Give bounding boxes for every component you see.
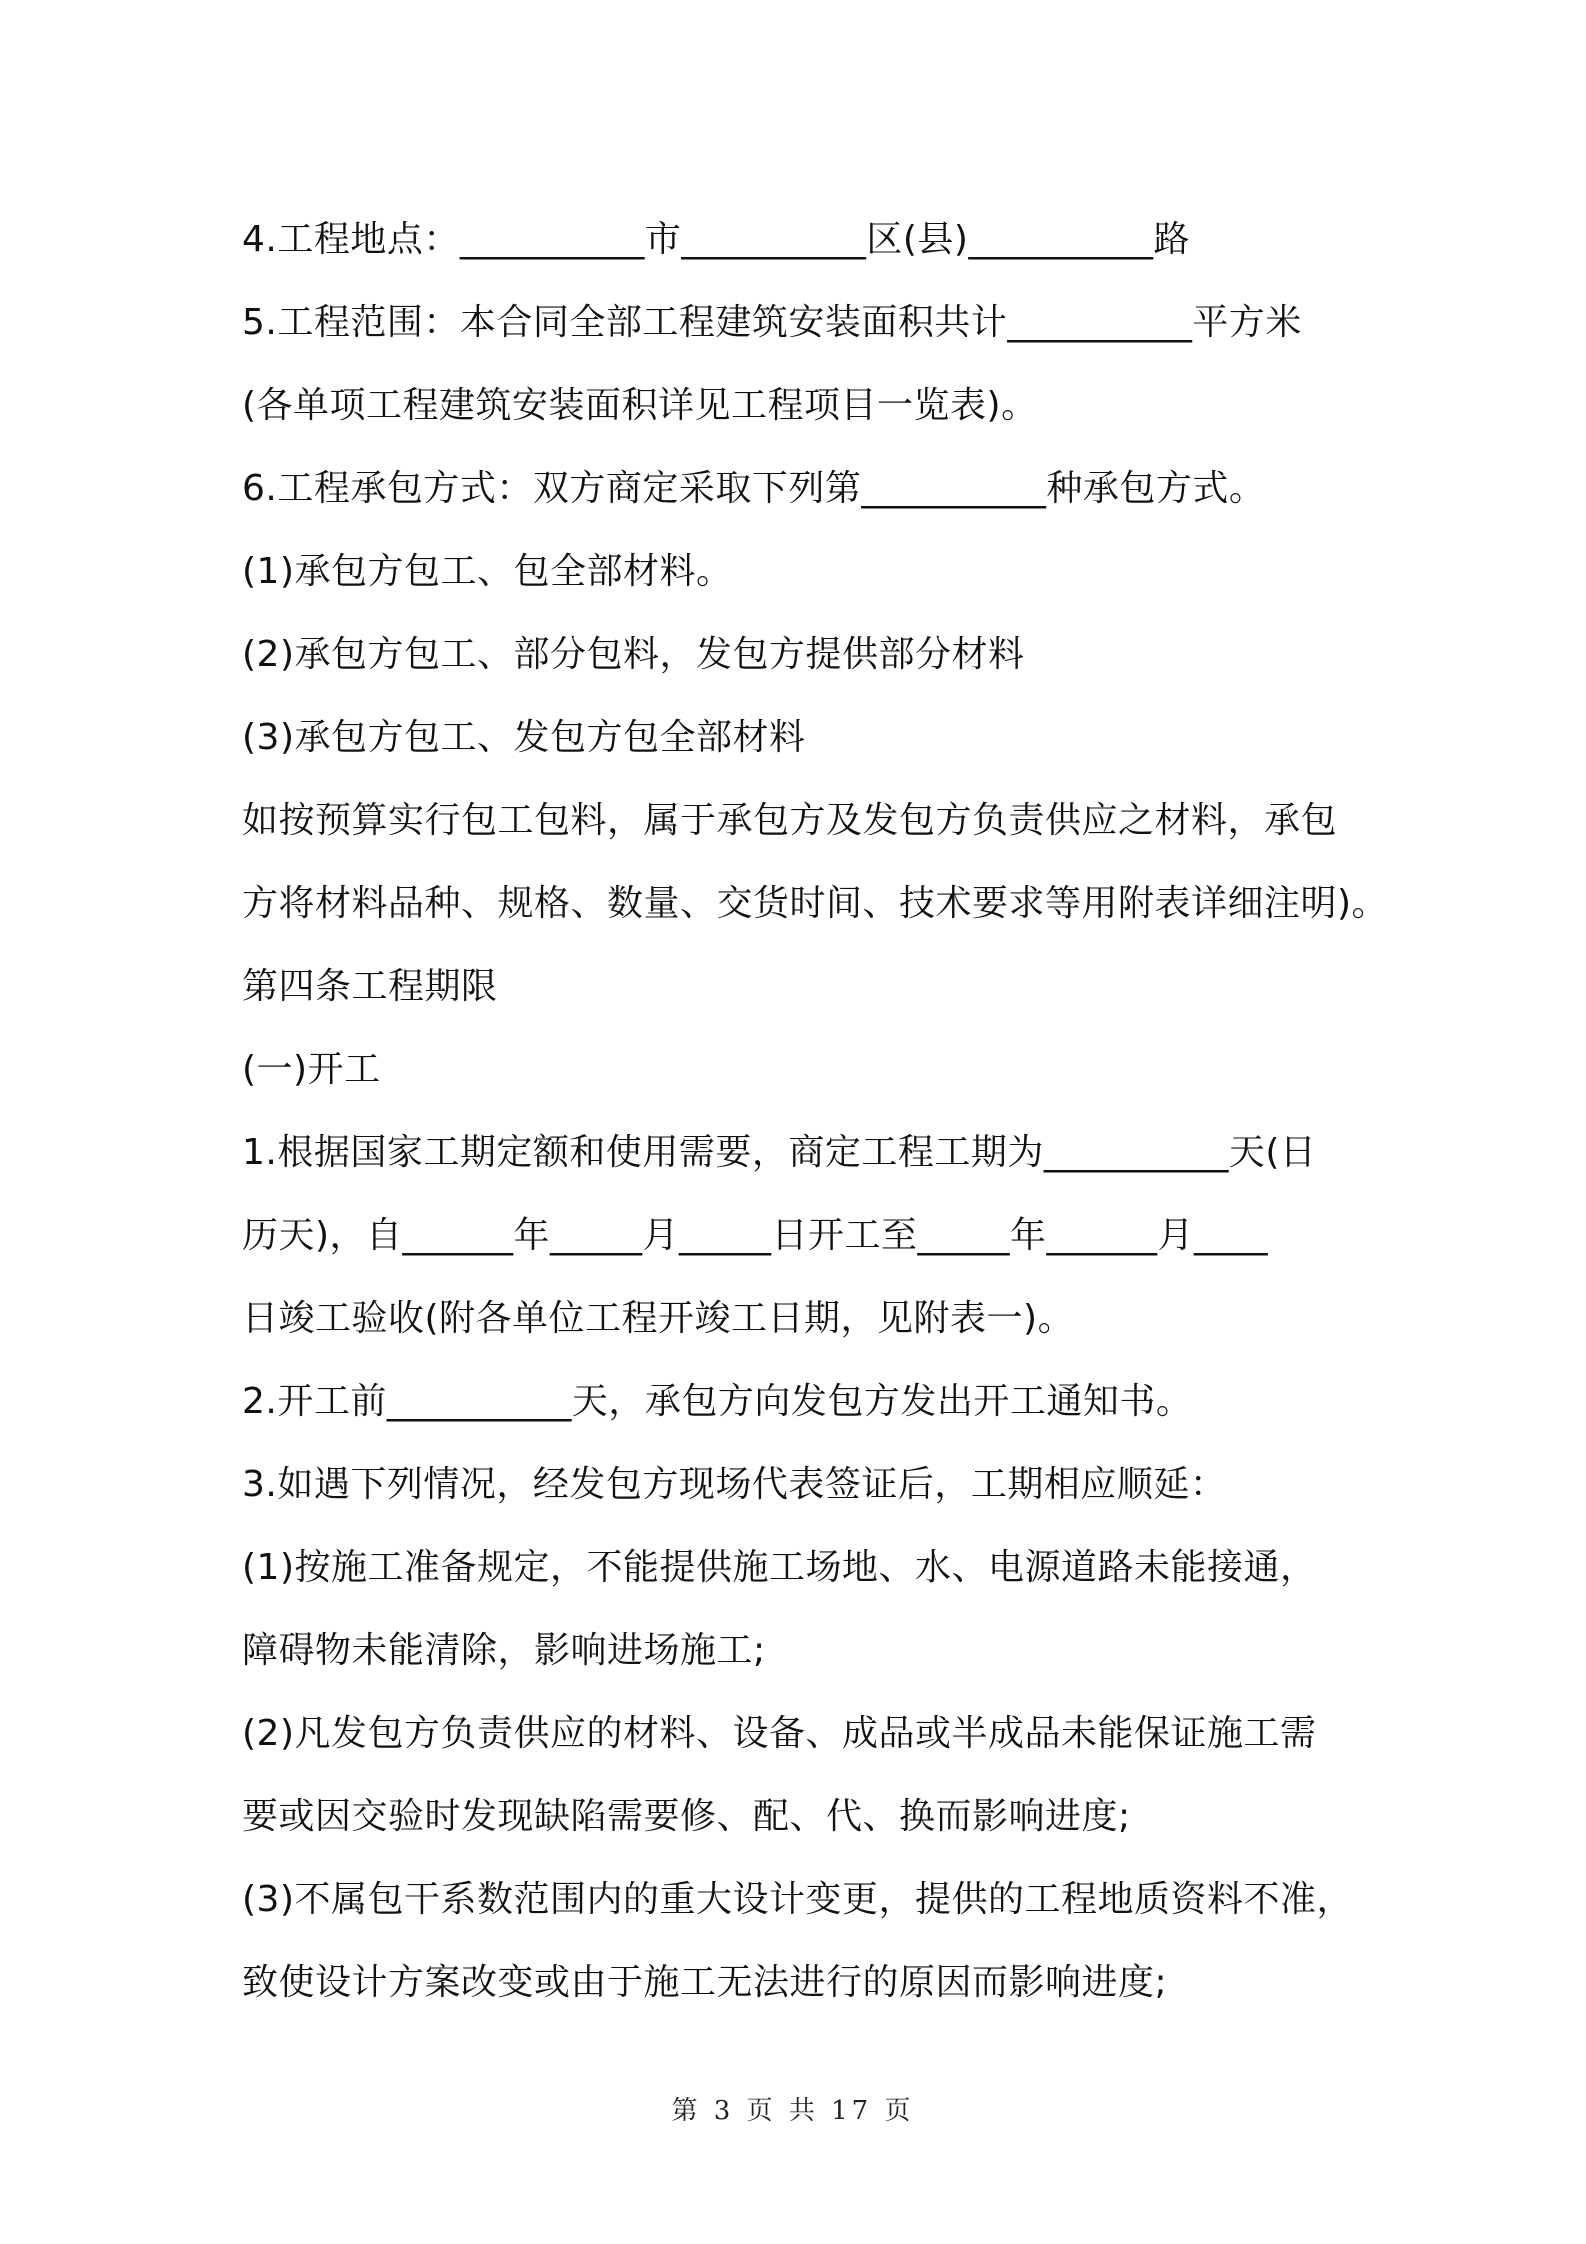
text-line: 5.工程范围：本合同全部工程建筑安装面积共计__________平方米: [242, 302, 1302, 343]
section-heading: 第四条工程期限: [242, 966, 498, 1007]
text-line: 4.工程地点：__________市__________区(县)__________路: [242, 219, 1190, 260]
text-line: (2)承包方包工、部分包料，发包方提供部分材料: [242, 634, 1025, 675]
text-line: 3.如遇下列情况，经发包方现场代表签证后，工期相应顺延：: [242, 1464, 1227, 1505]
text-line: (2)凡发包方负责供应的材料、设备、成品或半成品未能保证施工需: [242, 1713, 1317, 1754]
text-line: 要或因交验时发现缺陷需要修、配、代、换而影响进度;: [242, 1796, 1131, 1837]
text-line: (1)按施工准备规定，不能提供施工场地、水、电源道路未能接通，: [242, 1547, 1317, 1588]
text-line: (各单项工程建筑安装面积详见工程项目一览表)。: [242, 385, 1038, 426]
text-line: 方将材料品种、规格、数量、交货时间、技术要求等用附表详细注明)。: [242, 883, 1389, 924]
text-line: 致使设计方案改变或由于施工无法进行的原因而影响进度;: [242, 1962, 1168, 2003]
subsection-heading: (一)开工: [242, 1049, 381, 1090]
text-line: 6.工程承包方式：双方商定采取下列第__________种承包方式。: [242, 468, 1266, 509]
document-body: [242, 198, 1389, 2024]
text-line: 1.根据国家工期定额和使用需要，商定工程工期为__________天(日: [242, 1132, 1317, 1173]
text-line: 日竣工验收(附各单位工程开竣工日期，见附表一)。: [242, 1298, 1075, 1339]
text-line: 2.开工前__________天，承包方向发包方发出开工通知书。: [242, 1381, 1193, 1422]
text-line: 历天)，自______年_____月_____日开工至_____年______月____: [242, 1215, 1269, 1256]
text-line: (3)承包方包工、发包方包全部材料: [242, 717, 806, 758]
text-line: (3)不属包干系数范围内的重大设计变更，提供的工程地质资料不准，: [242, 1879, 1353, 1920]
text-line: 如按预算实行包工包料，属于承包方及发包方负责供应之材料，承包: [242, 800, 1338, 841]
text-line: 障碍物未能清除，影响进场施工;: [242, 1630, 766, 1671]
text-line: (1)承包方包工、包全部材料。: [242, 551, 733, 592]
page-number-footer: 第 3 页 共 17 页: [671, 2096, 915, 2126]
